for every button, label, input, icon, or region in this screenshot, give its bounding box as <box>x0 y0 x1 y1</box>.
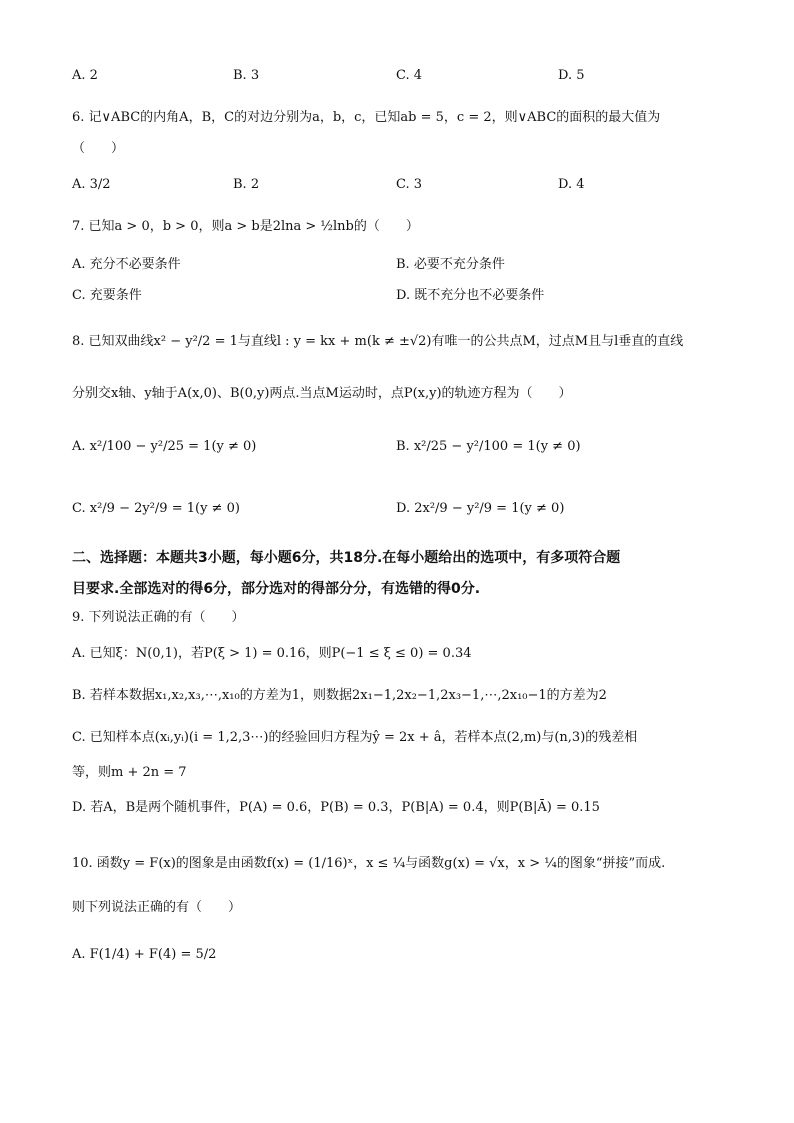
q8-stem-line2: 分别交x轴、y轴于A(x,0)、B(0,y)两点.当点M运动时，点P(x,y)的轨迹方程为（ ） <box>72 386 572 401</box>
q9-option-c-line2: 等，则m + 2n = 7 <box>72 765 187 780</box>
q8-option-b: B. x²/25 − y²/100 = 1(y ≠ 0) <box>396 439 581 454</box>
section2-heading-line1: 二、选择题：本题共3小题，每小题6分，共18分.在每小题给出的选项中，有多项符合题 <box>72 550 621 566</box>
q9-stem: 9. 下列说法正确的有（ ） <box>72 610 245 625</box>
q10-stem-line2: 则下列说法正确的有（ ） <box>72 900 242 915</box>
section2-heading-line2: 目要求.全部选对的得6分，部分选对的得部分分，有选错的得0分. <box>72 581 481 597</box>
q7-option-b: B. 必要不充分条件 <box>396 257 505 272</box>
q6-option-c: C. 3 <box>396 177 423 192</box>
q6-option-a: A. 3/2 <box>72 177 111 192</box>
q5-option-a: A. 2 <box>72 68 98 83</box>
q10-option-a: A. F(1/4) + F(4) = 5/2 <box>72 947 217 962</box>
q7-option-a: A. 充分不必要条件 <box>72 257 181 272</box>
q9-option-d: D. 若A，B是两个随机事件，P(A) = 0.6，P(B) = 0.3，P(B|A) = 0.4，则P(B|Ā) = 0.15 <box>72 800 600 815</box>
q9-option-c-line1: C. 已知样本点(xᵢ,yᵢ)(i = 1,2,3⋯)的经验回归方程为ŷ = 2x + â，若样本点(2,m)与(n,3)的残差相 <box>72 730 638 745</box>
q7-option-d: D. 既不充分也不必要条件 <box>396 288 545 303</box>
q5-option-c: C. 4 <box>396 68 423 83</box>
q6-paren: （ ） <box>72 141 125 156</box>
q9-option-b: B. 若样本数据x₁,x₂,x₃,⋯,x₁₀的方差为1，则数据2x₁−1,2x₂−1,2x₃−1,⋯,2x₁₀−1的方差为2 <box>72 688 607 703</box>
q6-stem: 6. 记∨ABC的内角A，B，C的对边分别为a，b，c，已知ab = 5，c = 2，则∨ABC的面积的最大值为 <box>72 110 661 125</box>
q7-stem: 7. 已知a > 0，b > 0，则a > b是2lna > ½lnb的（ ） <box>72 219 419 234</box>
q8-option-a: A. x²/100 − y²/25 = 1(y ≠ 0) <box>72 439 257 454</box>
q8-stem-line1: 8. 已知双曲线x² − y²/2 = 1与直线l : y = kx + m(k ≠ ±√2)有唯一的公共点M，过点M且与l垂直的直线 <box>72 334 684 349</box>
q5-option-d: D. 5 <box>558 68 585 83</box>
q6-option-d: D. 4 <box>558 177 585 192</box>
q7-option-c: C. 充要条件 <box>72 288 142 303</box>
q8-option-c: C. x²/9 − 2y²/9 = 1(y ≠ 0) <box>72 501 240 516</box>
q8-option-d: D. 2x²/9 − y²/9 = 1(y ≠ 0) <box>396 501 565 516</box>
q10-stem-line1: 10. 函数y = F(x)的图象是由函数f(x) = (1/16)ˣ，x ≤ ¼与函数g(x) = √x，x > ¼的图象“拼接”而成. <box>72 856 666 871</box>
q9-option-a: A. 已知ξ：N(0,1)，若P(ξ > 1) = 0.16，则P(−1 ≤ ξ ≤ 0) = 0.34 <box>72 646 472 661</box>
q6-option-b: B. 2 <box>233 177 260 192</box>
q5-option-b: B. 3 <box>233 68 260 83</box>
